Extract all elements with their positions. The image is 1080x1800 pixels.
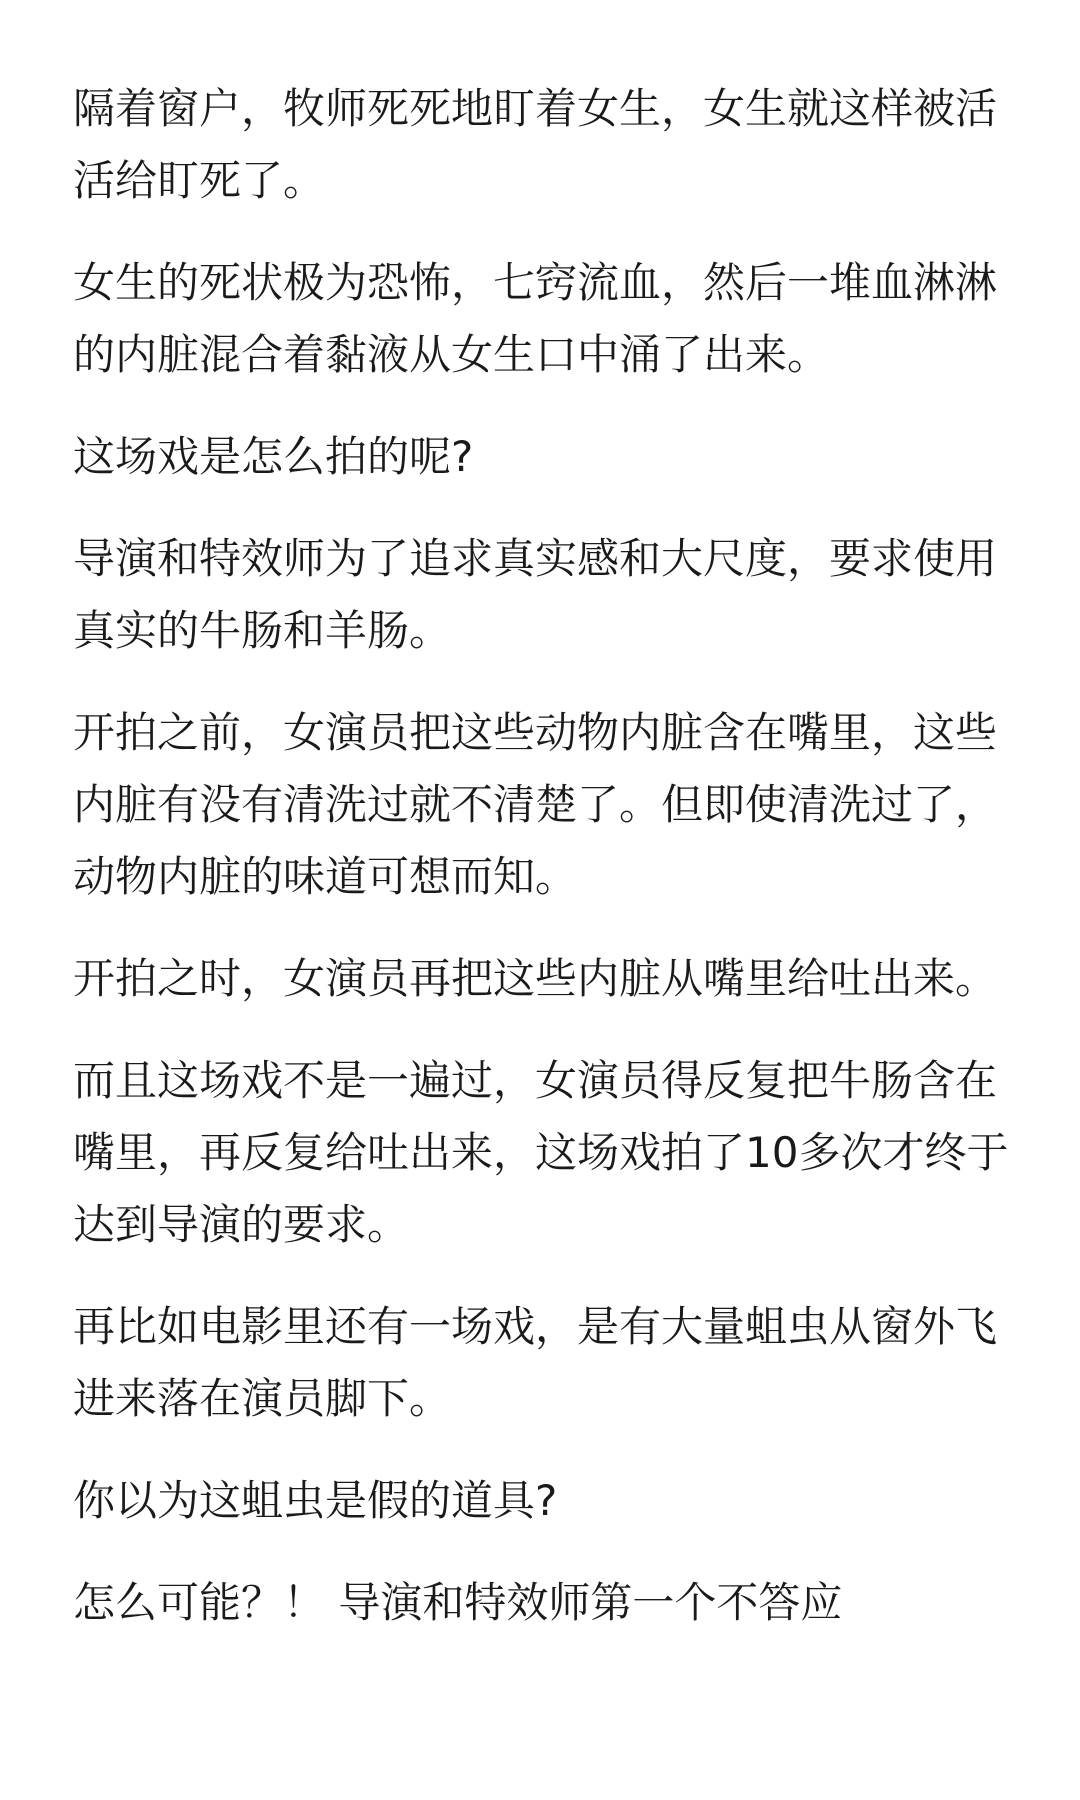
text-line: 真实的牛肠和羊肠。 [73,606,452,655]
text-line: 进来落在演员脚下。 [73,1374,452,1423]
text-line: 女生的死状极为恐怖，七窍流血，然后一堆血淋淋 [73,258,998,307]
paragraph-3 [73,421,1018,493]
paragraph-6 [73,943,1018,1015]
paragraph-5 [73,697,1018,913]
text-line: 怎么可能？！ 导演和特效师第一个不答应 [73,1578,843,1627]
paragraph-8 [73,1291,1018,1435]
text-line: 开拍之时，女演员再把这些内脏从嘴里给吐出来。 [73,954,998,1003]
text-line: 达到导演的要求。 [73,1200,410,1249]
text-line: 这场戏是怎么拍的呢? [73,432,474,481]
text-line: 开拍之前，女演员把这些动物内脏含在嘴里，这些 [73,708,998,757]
paragraph-7 [73,1045,1018,1261]
text-line: 动物内脏的味道可想而知。 [73,852,578,901]
text-line: 的内脏混合着黏液从女生口中涌了出来。 [73,330,830,379]
text-line: 隔着窗户，牧师死死地盯着女生，女生就这样被活 [73,84,998,133]
paragraph-1 [73,73,1018,217]
paragraph-2 [73,247,1018,391]
paragraph-4 [73,523,1018,667]
paragraph-10 [73,1567,1018,1639]
text-line: 而且这场戏不是一遍过，女演员得反复把牛肠含在 [73,1056,998,1105]
article-body [73,73,1018,1639]
text-line: 内脏有没有清洗过就不清楚了。但即使清洗过了， [73,780,998,829]
text-line: 嘴里，再反复给吐出来，这场戏拍了10多次才终于 [73,1128,1009,1177]
paragraph-9 [73,1465,1018,1537]
text-line: 导演和特效师为了追求真实感和大尺度，要求使用 [73,534,998,583]
text-line: 你以为这蛆虫是假的道具? [73,1476,558,1525]
text-line: 活给盯死了。 [73,156,326,205]
text-line: 再比如电影里还有一场戏，是有大量蛆虫从窗外飞 [73,1302,998,1351]
